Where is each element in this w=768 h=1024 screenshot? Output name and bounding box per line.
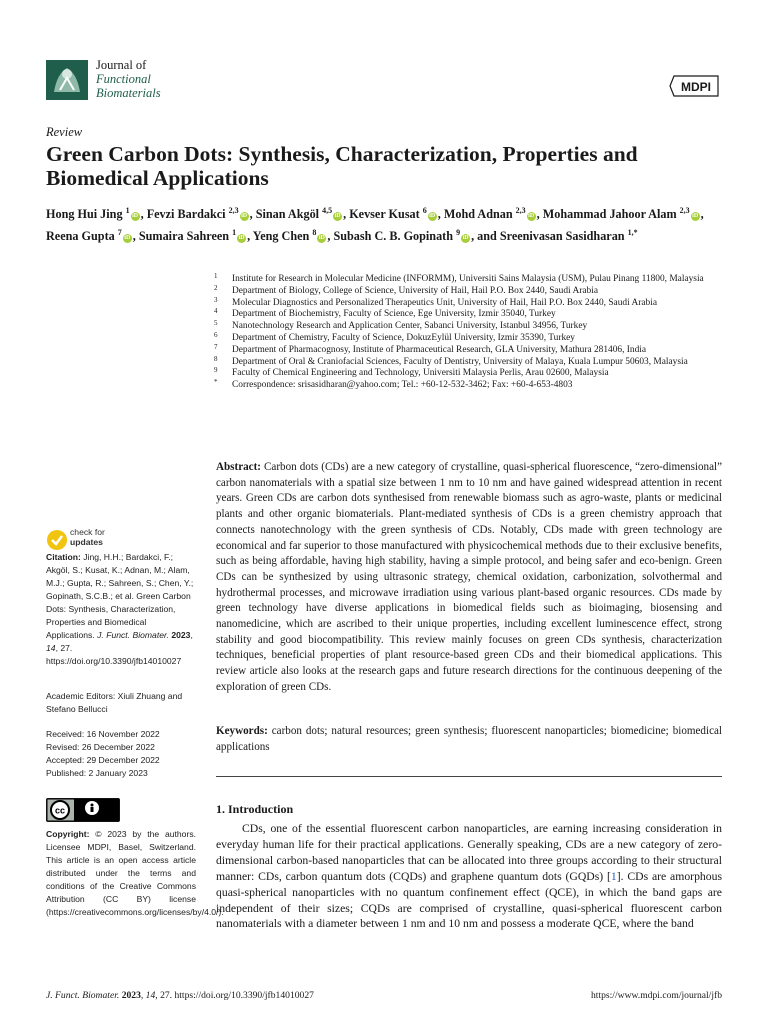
keywords: Keywords: carbon dots; natural resources; green synthesis; fluorescent nanoparticles; biomedicine; biomedical applications <box>216 725 722 753</box>
orcid-icon[interactable]: iD <box>528 213 535 220</box>
affiliation-text: Department of Biology, College of Science, University of Hail, Hail P.O. Box 2440, Saudi Arabia <box>232 285 598 296</box>
article-title: Green Carbon Dots: Synthesis, Characterization, Properties and Biomedical Applications <box>46 142 638 190</box>
check-for-updates-icon[interactable] <box>46 527 68 553</box>
affiliation-item <box>214 368 734 380</box>
affiliation-item <box>214 321 734 333</box>
affiliation-number: 3 <box>214 295 218 304</box>
check-for-updates-label[interactable]: check for updates <box>70 527 105 547</box>
section-divider <box>216 776 722 777</box>
cc-by-license-icon[interactable] <box>46 798 120 822</box>
author-affiliation-sup: 6 <box>422 206 427 215</box>
journal-logo <box>46 60 88 100</box>
author-affiliation-sup: 1,* <box>627 227 638 237</box>
affiliation-item <box>214 354 734 369</box>
affiliation-number: 4 <box>214 307 218 316</box>
affiliation-item <box>214 283 734 298</box>
author-affiliation-sup: 1 <box>125 206 130 215</box>
author-affiliation-sup: 7 <box>117 227 122 237</box>
affiliation-number: 9 <box>214 366 218 375</box>
affiliation-number: 2 <box>214 283 218 292</box>
journal-url[interactable]: https://www.mdpi.com/journal/jfb <box>590 990 722 1001</box>
affiliation-text: Department of Chemistry, Faculty of Science, DokuzEylül University, Izmir 35390, Turkey <box>232 332 575 343</box>
svg-text:cc: cc <box>54 805 66 816</box>
author-name: Fevzi Bardakci $^{2,3}$ <box>146 206 239 222</box>
affiliation-text: Correspondence: srisasidharan@yahoo.com; Tel.: +60-12-532-3462; Fax: +60-4-653-4803 <box>232 380 573 391</box>
affiliation-text: Molecular Diagnostics and Personalized Therapeutics Unit, University of Hail, Hail P.O. Box 2440, Saudi Arabia <box>232 297 658 308</box>
affiliation-item <box>214 309 734 321</box>
orcid-icon[interactable]: iD <box>124 234 131 241</box>
academic-editors: Academic Editors: Xiuli Zhuang and Stefano Bellucci <box>46 691 183 714</box>
author-affiliation-sup: 2,3 <box>228 206 239 215</box>
copyright-block: Copyright: © 2023 by the authors. Licensee MDPI, Basel, Switzerland. This article is an open access article distributed under the terms and conditions of the Creative Commons Attribution (CC BY) license (https://creativecommons.org/licenses/by/4.0/). <box>46 829 224 917</box>
author-name: Mohammad Jahoor Alam $^{2,3}$ <box>542 206 690 222</box>
orcid-icon[interactable]: iD <box>334 213 341 220</box>
abstract: Abstract: Carbon dots (CDs) are a new category of crystalline, quasi-spherical fluorescence, “zero-dimensional” carbon nanomaterials with a spatial size between 1 nm to 10 nm and have gained widespread attention in recent years. Green CDs are carbon dots synthesised from renewable biomass such as agro-waste, plants or medicinal plants and other organic biomaterials. Plant-mediated synthesis of CDs is a green chemistry approach that connects nanotechnology with the green synthesis of CDs. Notably, CDs made with green technology are economical and far superior to those manufactured with physicochemical methods due to their exclusive benefits, such as being affordable, having high stability, having a simple protocol, and being safer and eco-benign. Green CDs can be synthesized by using ultrasonic strategy, chemical oxidation, carbonization, solvothermal and hydrothermal processes, and microwave irradiation using various plant-based organic resources. CDs made by green technology have diverse applications in biomedical fields such as bioimaging, biosensing and nanomedicine, which are ascribed to their unique properties, including excellent luminescence effect, strong stability and good biocompatibility. This review mainly focuses on green CDs synthesis, characterization techniques, beneficial properties of plant resource-based green CDs and their biomedical applications. This review article also looks at the research gaps and future research directions for the continuous deepening of the exploration of green CDs. <box>216 461 722 693</box>
affiliation-text: Institute for Research in Molecular Medicine (INFORMM), Universiti Sains Malaysia (USM), Pulau Pinang 11800, Malaysia <box>232 274 704 284</box>
affiliation-text: Department of Pharmacognosy, Institute of Pharmaceutical Research, GLA University, Mathura 281406, India <box>232 344 647 355</box>
affiliation-text: Department of Biochemistry, Faculty of Science, Ege University, Izmir 35040, Turkey <box>232 309 556 320</box>
affiliation-item <box>214 295 734 310</box>
mdpi-logo-text: MDPI <box>681 80 711 94</box>
author-name: Yeng Chen $^8$ <box>252 227 317 243</box>
affiliation-text: Nanotechnology Research and Application Center, Sabanci University, Istanbul 34956, Turkey <box>232 321 588 332</box>
author-list: Hong Hui Jing $^1$iD , Fevzi Bardakci $^{2,3}$iD , Sinan Akgöl $^{4,5}$iD , Kevser Kusat $^6$iD , Mohd Adnan $^{2,3}$iD , Mohammad Jahoor Alam $^{2,3}$iD , Reena Gupta $^7$iD , Sumaira Sahreen $^1$iD , Yeng Chen $^8$iD , Subash C. B. Gopinath $^9$iD , and Sreenivasan Sasidharan $^{1,*}$ <box>46 206 704 243</box>
citation-link[interactable]: 1 <box>610 869 617 883</box>
affiliation-number: 6 <box>214 330 218 339</box>
orcid-icon[interactable]: iD <box>238 234 245 241</box>
affiliation-item <box>214 342 734 357</box>
dates-block: Received: 16 November 2022 Revised: 26 December 2022 Accepted: 29 December 2022 Published: 2 January 2023 <box>46 729 160 778</box>
journal-name: Journal of Functional Biomaterials <box>96 58 161 100</box>
affiliation-number: * <box>214 378 218 387</box>
author-name: Kevser Kusat $^6$ <box>349 206 427 222</box>
affiliation-number: 1 <box>214 272 218 280</box>
affiliation-number: 5 <box>214 319 218 328</box>
affiliation-item <box>214 274 734 286</box>
affiliation-text: Faculty of Chemical Engineering and Technology, Universiti Malaysia Perlis, Arau 02600, Malaysia <box>232 368 609 379</box>
author-name: Hong Hui Jing $^1$ <box>46 206 130 222</box>
author-name: Reena Gupta $^7$ <box>46 227 122 243</box>
author-affiliation-sup: 2,3 <box>679 206 690 215</box>
affiliation-text: Department of Oral & Craniofacial Sciences, Faculty of Dentistry, University of Malaya, Kuala Lumpur 50603, Malaysia <box>232 356 688 367</box>
affiliation-item <box>214 380 734 392</box>
orcid-icon[interactable]: iD <box>692 213 699 220</box>
orcid-icon[interactable]: iD <box>462 234 469 241</box>
affiliation-number: 7 <box>214 342 218 351</box>
section-heading: 1. Introduction <box>216 802 294 816</box>
author-name: Subash C. B. Gopinath $^9$ <box>333 227 461 243</box>
author-affiliation-sup: 2,3 <box>515 206 526 215</box>
author-affiliation-sup: 4,5 <box>322 206 333 215</box>
author-affiliation-sup: 8 <box>312 227 317 237</box>
introduction-text: CDs, one of the essential fluorescent carbon nanoparticles, are earning increasing consideration in everyday human life for their practical applications. Generally speaking, CDs are a new category of zero-dimensional carbon-based nanoparticles that can be allocated into three groups according to their structural manner: CDs, carbon quantum dots (CQDs) and graphene quantum dots (GQDs) [1]. CDs are amorphous quasi-spherical nanoparticles with no quantum confinement effect (QCE), in which the band gaps are independent of their sizes; CQDs are comprised of crystalline, quasi-spherical fluorescent carbon nanomaterials with a diameter between 1 nm and 10 nm and possess a moderate QCE, where the band <box>216 822 722 931</box>
author-name: Sinan Akgöl $^{4,5}$ <box>255 206 333 222</box>
article-type: Review <box>46 125 83 139</box>
author-name: Mohd Adnan $^{2,3}$ <box>443 206 526 222</box>
orcid-icon[interactable]: iD <box>429 213 436 220</box>
orcid-icon[interactable]: iD <box>132 213 139 220</box>
mdpi-logo <box>668 74 722 98</box>
orcid-icon[interactable]: iD <box>318 234 325 241</box>
author-affiliation-sup: 9 <box>456 227 461 237</box>
author-name: and Sreenivasan Sasidharan $^{1,*}$ <box>477 227 638 243</box>
affiliation-item <box>214 330 734 345</box>
author-name: Sumaira Sahreen $^1$ <box>138 227 237 243</box>
orcid-icon[interactable]: iD <box>241 213 248 220</box>
affiliation-number: 8 <box>214 354 218 363</box>
affiliations <box>214 274 734 392</box>
author-affiliation-sup: 1 <box>232 227 237 237</box>
citation-block: Citation: Jing, H.H.; Bardakci, F.; Akgöl, S.; Kusat, K.; Adnan, M.; Alam, M.J.; Gupta, R.; Sahreen, S.; Chen, Y.; Gopinath, S.C.B.; et al. Green Carbon Dots: Synthesis, Characterization, Properties and Biomedical Applications. J. Funct. Biomater. 2023, 14, 27. https://doi.org/10.3390/jfb14010027 <box>46 552 194 666</box>
